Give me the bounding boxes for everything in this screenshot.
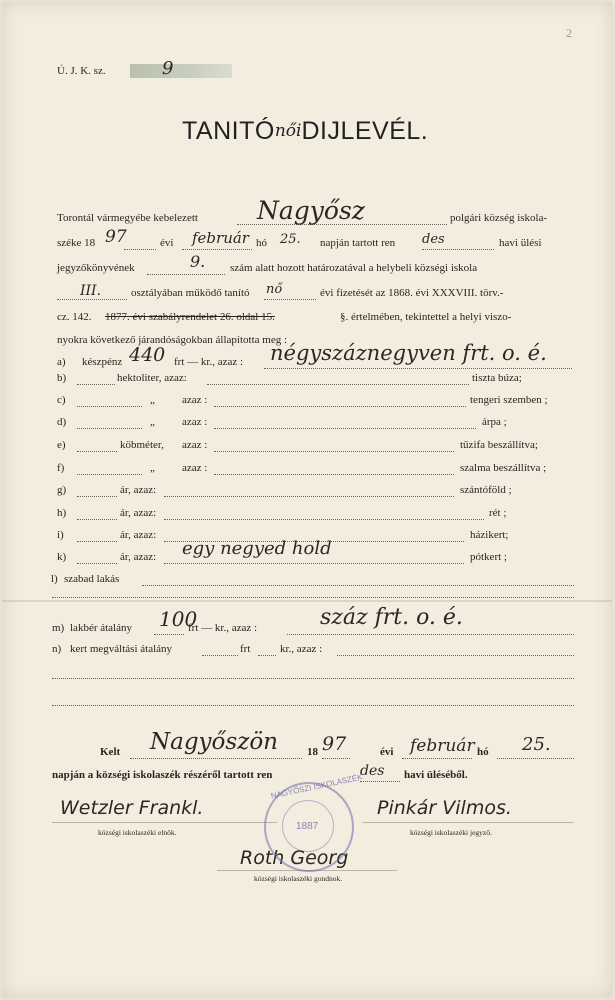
kelt-place: Nagyőszön [150,729,278,755]
row-text: egy negyed hold [182,538,332,559]
row-text: négyszáznegyven frt. o. é. [270,341,547,365]
document-title [182,119,428,144]
title-prefix: TANITÓ [182,117,275,145]
row-letter: b) [57,372,67,384]
intro-l2-c: hó [256,237,267,249]
intro-minutes-num: 9. [190,252,206,271]
intro-des: des [422,232,445,247]
steward-label: községi iskolaszéki gondnok. [254,874,343,883]
row-letter: l) [51,573,58,585]
intro-l2-b: évi [160,237,174,249]
kelt-year-prefix: 18 [307,746,318,758]
intro-l5-b: §. értelmében, tekintettel a helyi viszo- [340,311,512,323]
row-letter: c) [57,394,66,406]
document-page [2,2,612,997]
row-mid: azaz : [182,439,208,451]
row-letter: f) [57,462,65,474]
kelt-day: 25. [522,734,551,755]
kelt-des: des [360,763,385,779]
row-left: hektoliter, azaz: [117,372,187,384]
stamp-text: NAGYŐSZI ISKOLASZÉK [270,772,364,801]
kelt-year: 97 [322,733,347,755]
row-right: tiszta búza; [472,372,522,384]
paper-fold [2,600,612,602]
row-m-letter: m) [52,622,65,634]
kelt-month: február [410,736,475,756]
intro-l2-d: napján tartott ren [320,237,396,249]
intro-month: február [192,229,249,247]
row-left: ár, azaz: [120,529,157,541]
row-right: árpa ; [482,416,507,428]
row-letter: e) [57,439,66,451]
row-n-letter: n) [52,643,62,655]
kelt-line2-a: napján a községi iskolaszék részéről tartott ren [52,769,273,781]
title-handwritten: női [274,121,302,141]
row-right: szántóföld ; [460,484,512,496]
row-left: ár, azaz: [120,551,157,563]
row-n-mid1: frt [240,643,251,655]
intro-l1-a: Torontál vármegyébe kebelezett [57,212,198,224]
school-board-stamp [264,772,364,872]
intro-gender: nő [266,282,283,297]
kelt-ho: hó [477,746,489,758]
intro-l1-b: polgári község iskola- [450,212,548,224]
row-right: szalma beszállítva ; [460,462,547,474]
kelt-line2-b: havi üléséből. [404,769,468,781]
intro-l4-a: osztályában működő tanító [131,287,250,299]
steward-signature: Roth Georg [240,847,349,869]
stamp-year: 1887 [296,821,319,832]
intro-l2-a: széke 18 [57,237,96,249]
kelt-evi: évi [380,746,394,758]
row-letter: d) [57,416,67,428]
intro-l5-a: cz. 142. [57,311,92,323]
row-mid: azaz : [182,394,208,406]
row-mid: frt — kr., azaz : [174,356,244,368]
intro-l3-b: szám alatt hozott határozatával a helybeli községi iskola [230,262,478,274]
ujk-value: 9 [162,58,174,79]
intro-l3-a: jegyzőkönyvének [57,262,135,274]
row-m-text: száz frt. o. é. [320,605,463,630]
row-left: szabad lakás [64,573,120,585]
row-m-amount: 100 [159,607,198,631]
intro-class: III. [80,283,102,299]
secretary-label: községi iskolaszéki jegyző. [410,828,492,837]
row-left: „ [150,462,155,474]
kelt-label: Kelt [100,746,121,758]
row-n-mid2: kr., azaz : [280,643,323,655]
row-left: ár, azaz: [120,507,157,519]
secretary-signature: Pinkár Vilmos. [377,797,512,819]
row-letter: a) [57,356,66,368]
row-letter: h) [57,507,67,519]
row-mid: azaz : [182,416,208,428]
row-left: „ [150,416,155,428]
row-left: ár, azaz: [120,484,157,496]
intro-l2-e: havi ülési [499,237,542,249]
intro-l6: nyokra következő járandóságokban állapította meg : [57,334,288,346]
row-right: tengeri szemben ; [470,394,548,406]
chairman-signature: Wetzler Frankl. [60,797,204,819]
row-left: készpénz [82,356,123,368]
row-right: tűzifa beszállítva; [460,439,538,451]
row-amount: 440 [129,344,166,366]
row-mid: azaz : [182,462,208,474]
row-m-mid: frt — kr., azaz : [188,622,258,634]
row-left: köbméter, [120,439,164,451]
corner-mark: 2 [566,26,572,40]
chairman-label: községi iskolaszéki elnök. [98,828,177,837]
intro-day: 25. [280,232,301,247]
row-right: pótkert ; [470,551,507,563]
row-left: „ [150,394,155,406]
row-letter: g) [57,484,67,496]
row-m-left: lakbér átalány [70,622,132,634]
ujk-field [130,64,232,78]
row-right: rét ; [489,507,507,519]
intro-place: Nagyősz [257,196,365,225]
ujk-label: Ú. J. K. sz. [57,65,106,77]
intro-l5-strike: 1877. évi szabályrendelet 26. oldal 15. [105,311,275,323]
row-letter: k) [57,551,67,563]
row-right: házikert; [470,529,509,541]
title-suffix: DIJLEVÉL. [301,117,429,145]
intro-year: 97 [105,227,127,247]
row-n-left: kert megváltási átalány [70,643,173,655]
row-letter: i) [57,529,64,541]
intro-l4-b: évi fizetését az 1868. évi XXXVIII. törv.- [320,287,504,299]
